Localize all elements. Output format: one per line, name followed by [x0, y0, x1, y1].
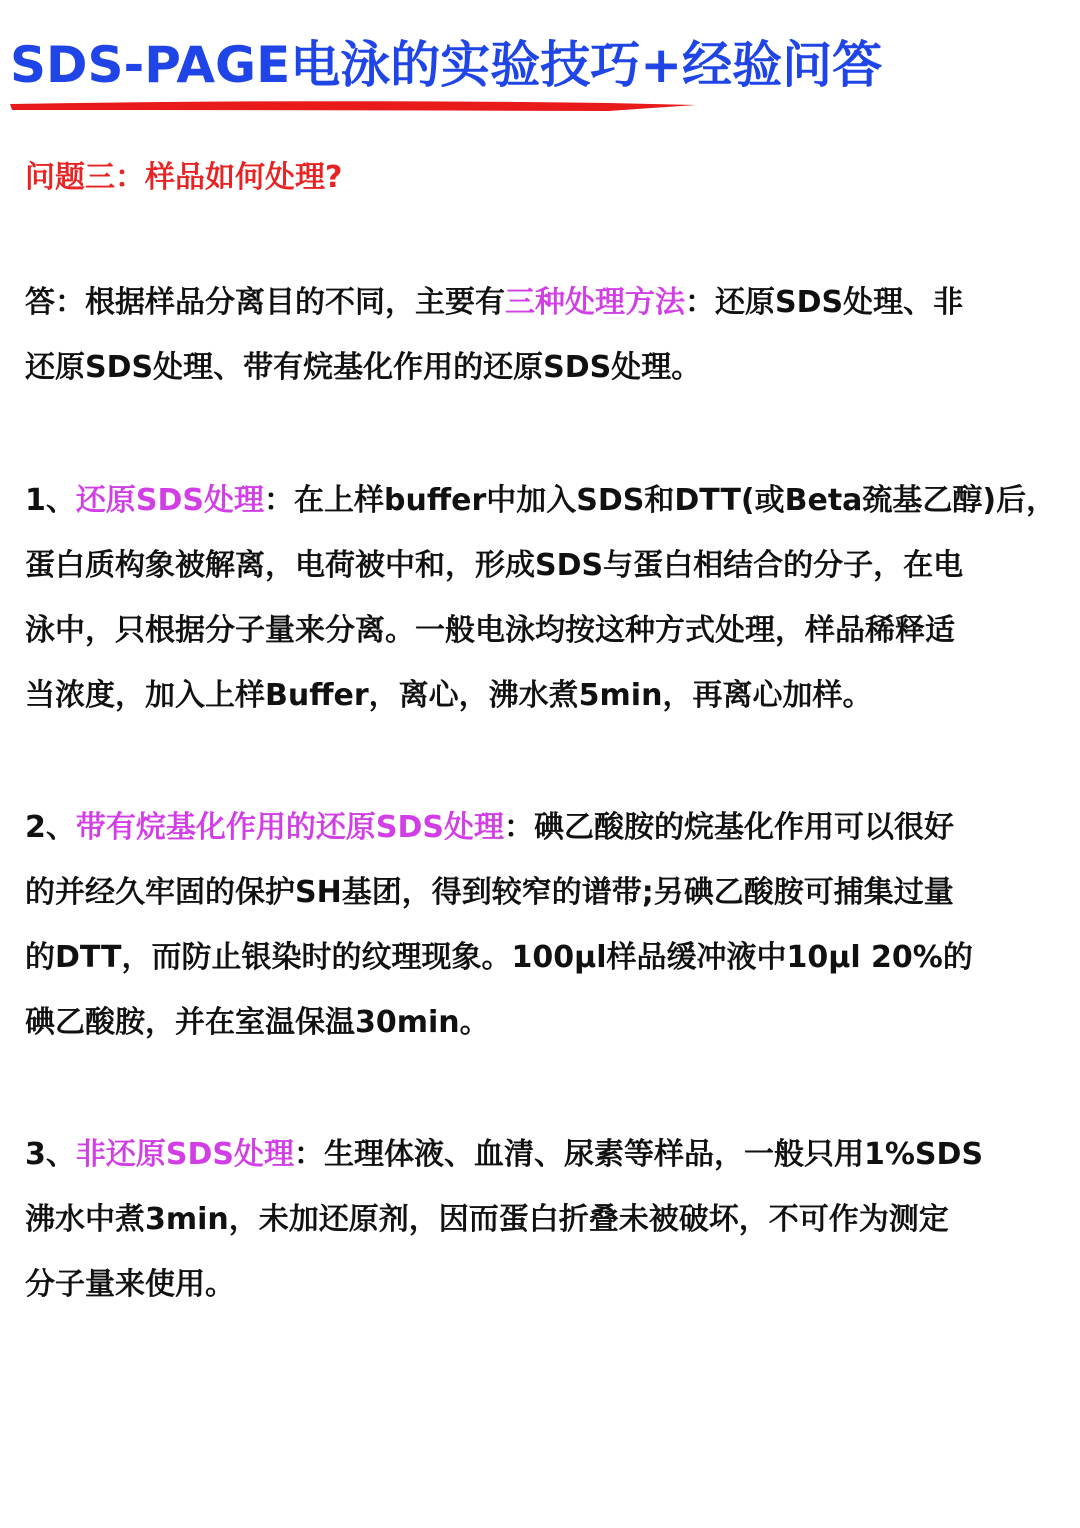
answer-line-1 — [25, 270, 1060, 335]
item-3-line-2: 沸水中煮3min，未加还原剂，因而蛋白折叠未被破坏，不可作为测定 — [25, 1202, 949, 1237]
answer-line-1-end: ：还原SDS处理、非 — [685, 285, 964, 320]
item-2-heading: 带有烷基化作用的还原SDS处理 — [75, 810, 504, 845]
item-2-line-1 — [25, 795, 1060, 860]
item-3-line-3: 分子量来使用。 — [25, 1267, 235, 1302]
item-3-number: 3、 — [25, 1137, 76, 1172]
item-1-paragraph — [25, 468, 1060, 728]
item-3-line-1-text: ：生理体液、血清、尿素等样品，一般只用1%SDS — [294, 1137, 984, 1172]
item-1-line-2: 蛋白质构象被解离，电荷被中和，形成SDS与蛋白相结合的分子，在电 — [25, 548, 964, 583]
item-3-line-1 — [25, 1122, 1060, 1187]
item-2-number: 2、 — [25, 810, 76, 845]
page-title: SDS-PAGE电泳的实验技巧+经验问答 — [10, 36, 883, 94]
answer-line-2: 还原SDS处理、带有烷基化作用的还原SDS处理。 — [25, 350, 702, 385]
answer-paragraph — [25, 270, 1060, 400]
answer-highlight: 三种处理方法 — [505, 285, 685, 320]
item-2-paragraph — [25, 795, 1060, 1055]
red-arrow-underline — [8, 95, 698, 117]
item-1-line-1 — [25, 468, 1060, 533]
item-2-line-1-text: ：碘乙酸胺的烷基化作用可以很好 — [504, 810, 954, 845]
item-1-line-1-text: ：在上样buffer中加入SDS和DTT(或Beta巯基乙醇)后， — [264, 483, 1057, 518]
item-3-heading: 非还原SDS处理 — [75, 1137, 294, 1172]
answer-intro-text: 答：根据样品分离目的不同，主要有 — [25, 285, 505, 320]
item-2-line-3: 的DTT，而防止银染时的纹理现象。100μl样品缓冲液中10μl 20%的 — [25, 940, 973, 975]
item-2-line-2: 的并经久牢固的保护SH基团，得到较窄的谱带;另碘乙酸胺可捕集过量 — [25, 875, 954, 910]
item-1-line-4: 当浓度，加入上样Buffer，离心，沸水煮5min，再离心加样。 — [25, 678, 873, 713]
question-heading: 问题三：样品如何处理? — [25, 160, 343, 195]
item-1-heading: 还原SDS处理 — [75, 483, 264, 518]
item-1-number: 1、 — [25, 483, 76, 518]
item-3-paragraph — [25, 1122, 1060, 1317]
item-2-line-4: 碘乙酸胺，并在室温保温30min。 — [25, 1005, 490, 1040]
item-1-line-3: 泳中，只根据分子量来分离。一般电泳均按这种方式处理，样品稀释适 — [25, 613, 955, 648]
